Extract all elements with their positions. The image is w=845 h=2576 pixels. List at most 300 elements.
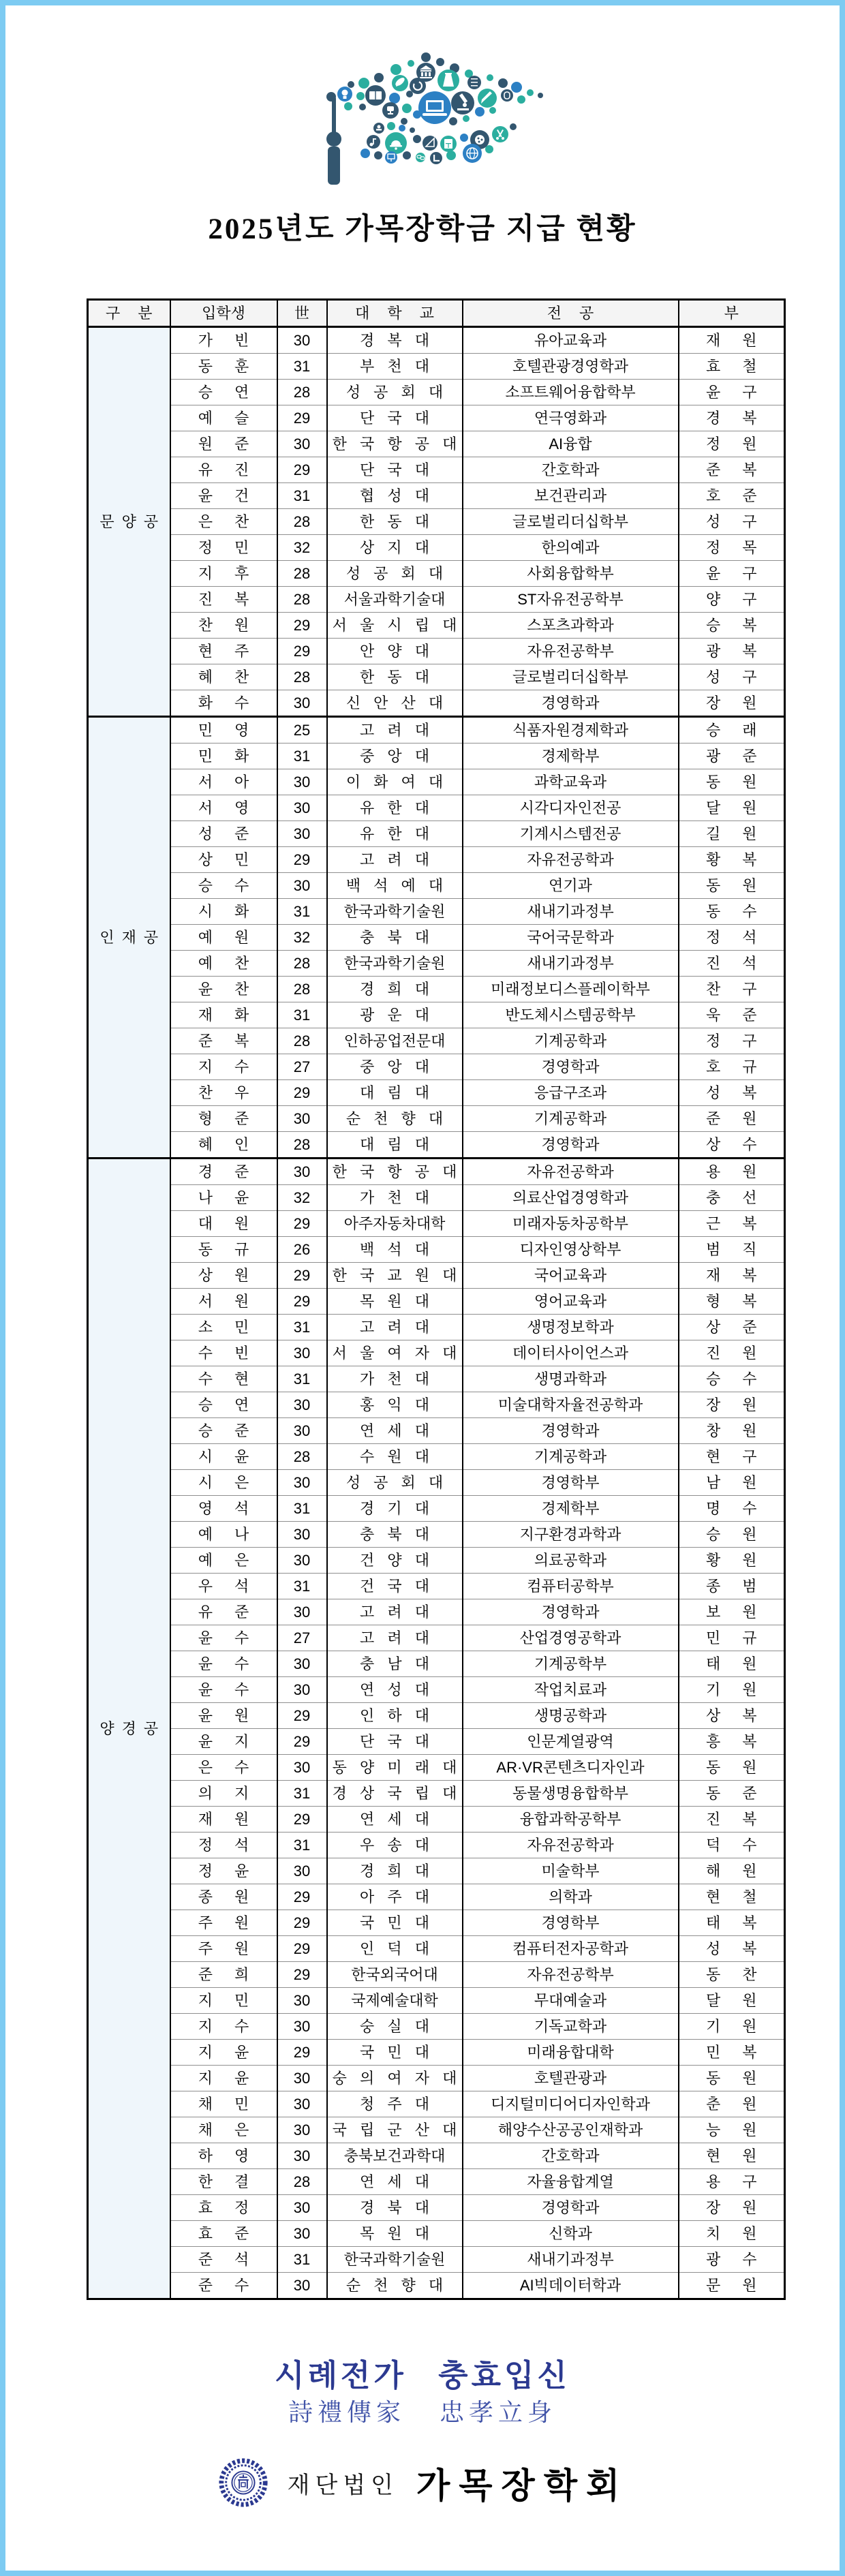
table-row xyxy=(88,1080,785,1106)
major: 보건관리과 xyxy=(463,483,679,509)
student-name: 시 은 xyxy=(170,1470,277,1496)
table-row xyxy=(88,951,785,977)
student-name: 채 민 xyxy=(170,2091,277,2117)
student-name: 윤 찬 xyxy=(170,977,277,1002)
parent-name: 장 원 xyxy=(679,2195,785,2221)
university: 연 세 대 xyxy=(327,1418,463,1444)
table-row xyxy=(88,1962,785,1988)
table-row xyxy=(88,2014,785,2040)
group-label: 인재공 xyxy=(88,717,170,1159)
major: 스포츠과학과 xyxy=(463,613,679,639)
major: 미술학부 xyxy=(463,1858,679,1884)
parent-name: 정 구 xyxy=(679,1028,785,1054)
table-row xyxy=(88,1002,785,1028)
table-row xyxy=(88,2091,785,2117)
university: 국 립 군 산 대 xyxy=(327,2117,463,2143)
parent-name: 정 원 xyxy=(679,431,785,457)
parent-name: 양 구 xyxy=(679,587,785,613)
university: 국제예술대학 xyxy=(327,1988,463,2014)
table-row xyxy=(88,2117,785,2143)
foundation-logo xyxy=(5,2456,840,2509)
parent-name: 현 철 xyxy=(679,1884,785,1910)
age: 29 xyxy=(277,1807,327,1833)
university: 고 려 대 xyxy=(327,847,463,873)
age: 31 xyxy=(277,1002,327,1028)
age: 30 xyxy=(277,1106,327,1132)
student-name: 한 결 xyxy=(170,2169,277,2195)
parent-name: 덕 수 xyxy=(679,1833,785,1858)
student-name: 형 준 xyxy=(170,1106,277,1132)
student-name: 하 영 xyxy=(170,2143,277,2169)
age: 26 xyxy=(277,1237,327,1263)
scholarship-table-wrap xyxy=(87,298,784,2300)
parent-name: 현 구 xyxy=(679,1444,785,1470)
parent-name: 민 규 xyxy=(679,1625,785,1651)
table-row xyxy=(88,483,785,509)
table-row xyxy=(88,821,785,847)
university: 한 동 대 xyxy=(327,664,463,690)
age: 30 xyxy=(277,1988,327,2014)
university: 우 송 대 xyxy=(327,1833,463,1858)
book-icon xyxy=(365,85,386,106)
parent-name: 창 원 xyxy=(679,1418,785,1444)
parent-name: 달 원 xyxy=(679,1988,785,2014)
age: 29 xyxy=(277,1289,327,1315)
age: 30 xyxy=(277,2091,327,2117)
table-row xyxy=(88,899,785,925)
age: 30 xyxy=(277,1755,327,1781)
table-row xyxy=(88,1496,785,1522)
column-header: 世 xyxy=(277,300,327,327)
table-row xyxy=(88,587,785,613)
student-name: 준 석 xyxy=(170,2247,277,2273)
age: 25 xyxy=(277,717,327,743)
column-header: 부 xyxy=(679,300,785,327)
major: 의료산업경영학과 xyxy=(463,1185,679,1211)
university: 한 국 항 공 대 xyxy=(327,431,463,457)
age: 30 xyxy=(277,821,327,847)
table-row xyxy=(88,509,785,535)
parent-name: 충 선 xyxy=(679,1185,785,1211)
parent-name: 승 래 xyxy=(679,717,785,743)
student-name: 화 수 xyxy=(170,690,277,717)
student-name: 정 민 xyxy=(170,535,277,561)
university: 인 덕 대 xyxy=(327,1936,463,1962)
age: 31 xyxy=(277,354,327,380)
scholarship-table xyxy=(87,298,786,2300)
university: 연 성 대 xyxy=(327,1677,463,1703)
university: 중 앙 대 xyxy=(327,743,463,769)
student-name: 혜 찬 xyxy=(170,664,277,690)
parent-name: 진 원 xyxy=(679,1340,785,1366)
student-name: 준 복 xyxy=(170,1028,277,1054)
parent-name: 보 원 xyxy=(679,1599,785,1625)
major: 디지털미디어디자인학과 xyxy=(463,2091,679,2117)
paperclip-icon xyxy=(501,89,513,102)
graduation-cap-illustration xyxy=(309,44,554,194)
student-name: 시 윤 xyxy=(170,1444,277,1470)
table-row xyxy=(88,1444,785,1470)
university: 유 한 대 xyxy=(327,795,463,821)
parent-name: 황 복 xyxy=(679,847,785,873)
major: 유아교육과 xyxy=(463,327,679,354)
parent-name: 범 직 xyxy=(679,1237,785,1263)
major: 경제학부 xyxy=(463,743,679,769)
age: 29 xyxy=(277,1263,327,1289)
parent-name: 욱 준 xyxy=(679,1002,785,1028)
pencil-icon xyxy=(478,89,497,108)
table-row xyxy=(88,1185,785,1211)
parent-name: 호 규 xyxy=(679,1054,785,1080)
age: 30 xyxy=(277,1651,327,1677)
table-row xyxy=(88,354,785,380)
parent-name: 해 원 xyxy=(679,1858,785,1884)
parent-name: 동 원 xyxy=(679,873,785,899)
student-name: 은 수 xyxy=(170,1755,277,1781)
parent-name: 현 원 xyxy=(679,2143,785,2169)
student-name: 시 화 xyxy=(170,899,277,925)
student-name: 상 민 xyxy=(170,847,277,873)
table-row xyxy=(88,2221,785,2247)
major: 기계공학과 xyxy=(463,1444,679,1470)
angle-ruler-icon xyxy=(430,152,442,164)
student-name: 지 수 xyxy=(170,2014,277,2040)
parent-name: 윤 구 xyxy=(679,561,785,587)
student-name: 의 지 xyxy=(170,1781,277,1807)
university: 아 주 대 xyxy=(327,1884,463,1910)
parent-name: 광 준 xyxy=(679,743,785,769)
age: 28 xyxy=(277,1132,327,1159)
major: 영어교육과 xyxy=(463,1289,679,1315)
university: 경 희 대 xyxy=(327,1858,463,1884)
major: 경영학과 xyxy=(463,2195,679,2221)
major: 생명과학과 xyxy=(463,1366,679,1392)
age: 30 xyxy=(277,1418,327,1444)
parent-name: 기 원 xyxy=(679,2014,785,2040)
flask-icon xyxy=(437,70,459,91)
table-row xyxy=(88,1936,785,1962)
student-name: 정 윤 xyxy=(170,1858,277,1884)
table-row xyxy=(88,1263,785,1289)
major: 시각디자인전공 xyxy=(463,795,679,821)
table-row xyxy=(88,1522,785,1548)
university: 고 려 대 xyxy=(327,717,463,743)
parent-name: 준 원 xyxy=(679,1106,785,1132)
age: 28 xyxy=(277,1444,327,1470)
university: 부 천 대 xyxy=(327,354,463,380)
major: 기계공학과 xyxy=(463,1028,679,1054)
student-name: 상 원 xyxy=(170,1263,277,1289)
parent-name: 광 수 xyxy=(679,2247,785,2273)
table-head xyxy=(88,300,785,327)
recycle-arrows-icon xyxy=(410,78,426,94)
table-row xyxy=(88,2247,785,2273)
parent-name: 황 원 xyxy=(679,1548,785,1574)
student-name: 정 석 xyxy=(170,1833,277,1858)
table-row xyxy=(88,639,785,664)
major: 자유전공학부 xyxy=(463,639,679,664)
table-row xyxy=(88,1340,785,1366)
student-name: 예 은 xyxy=(170,1548,277,1574)
student-name: 예 원 xyxy=(170,925,277,951)
table-row xyxy=(88,613,785,639)
student-name: 지 민 xyxy=(170,1988,277,2014)
university: 한 동 대 xyxy=(327,509,463,535)
table-row xyxy=(88,2066,785,2091)
age: 31 xyxy=(277,1574,327,1599)
university: 이 화 여 대 xyxy=(327,769,463,795)
age: 32 xyxy=(277,1185,327,1211)
column-header: 전 공 xyxy=(463,300,679,327)
age: 29 xyxy=(277,1910,327,1936)
major: 한의예과 xyxy=(463,535,679,561)
university: 고 려 대 xyxy=(327,1315,463,1340)
age: 30 xyxy=(277,873,327,899)
major: 자유전공학과 xyxy=(463,1159,679,1185)
table-row xyxy=(88,2143,785,2169)
table-row xyxy=(88,690,785,717)
table-row xyxy=(88,2040,785,2066)
parent-name: 승 복 xyxy=(679,613,785,639)
age: 30 xyxy=(277,431,327,457)
major: 기계공학부 xyxy=(463,1651,679,1677)
major: 의료공학과 xyxy=(463,1548,679,1574)
university: 건 양 대 xyxy=(327,1548,463,1574)
table-row xyxy=(88,1651,785,1677)
university: 한국과학기술원 xyxy=(327,951,463,977)
university: 한 국 교 원 대 xyxy=(327,1263,463,1289)
age: 30 xyxy=(277,1548,327,1574)
column-header: 대 학 교 xyxy=(327,300,463,327)
major: 식품자원경제학과 xyxy=(463,717,679,743)
age: 31 xyxy=(277,1833,327,1858)
age: 29 xyxy=(277,457,327,483)
table-row xyxy=(88,1289,785,1315)
major: 반도체시스템공학부 xyxy=(463,1002,679,1028)
major: 연극영화과 xyxy=(463,405,679,431)
university: 순 천 향 대 xyxy=(327,1106,463,1132)
university: 국 민 대 xyxy=(327,1910,463,1936)
major: 미래자동차공학부 xyxy=(463,1211,679,1237)
student-name: 원 준 xyxy=(170,431,277,457)
age: 30 xyxy=(277,2117,327,2143)
parent-name: 상 수 xyxy=(679,1132,785,1159)
university: 가 천 대 xyxy=(327,1366,463,1392)
student-name: 현 주 xyxy=(170,639,277,664)
table-row xyxy=(88,1392,785,1418)
parent-name: 호 준 xyxy=(679,483,785,509)
student-name: 예 슬 xyxy=(170,405,277,431)
major: 의학과 xyxy=(463,1884,679,1910)
parent-name: 장 원 xyxy=(679,1392,785,1418)
parent-name: 상 준 xyxy=(679,1315,785,1340)
major: 간호학과 xyxy=(463,457,679,483)
age: 30 xyxy=(277,1677,327,1703)
table-row xyxy=(88,925,785,951)
table-row xyxy=(88,1599,785,1625)
university: 연 세 대 xyxy=(327,2169,463,2195)
table-row xyxy=(88,1833,785,1858)
parent-name: 재 원 xyxy=(679,327,785,354)
table-row xyxy=(88,1574,785,1599)
parent-name: 동 수 xyxy=(679,899,785,925)
major: 미래정보디스플레이학부 xyxy=(463,977,679,1002)
age: 29 xyxy=(277,639,327,664)
major: 데이터사이언스과 xyxy=(463,1340,679,1366)
major: 해양수산공공인재학과 xyxy=(463,2117,679,2143)
age: 29 xyxy=(277,405,327,431)
university: 가 천 대 xyxy=(327,1185,463,1211)
major: 인문계열광역 xyxy=(463,1729,679,1755)
major: 글로벌리더십학부 xyxy=(463,664,679,690)
university: 경 상 국 립 대 xyxy=(327,1781,463,1807)
university: 고 려 대 xyxy=(327,1625,463,1651)
table-row xyxy=(88,873,785,899)
table-row xyxy=(88,1858,785,1884)
major: 기독교학과 xyxy=(463,2014,679,2040)
student-name: 지 윤 xyxy=(170,2040,277,2066)
student-name: 효 준 xyxy=(170,2221,277,2247)
university: 서 울 시 립 대 xyxy=(327,613,463,639)
student-name: 윤 원 xyxy=(170,1703,277,1729)
student-name: 서 원 xyxy=(170,1289,277,1315)
student-name: 준 수 xyxy=(170,2273,277,2299)
university: 백 석 예 대 xyxy=(327,873,463,899)
major: 생명정보학과 xyxy=(463,1315,679,1340)
age: 31 xyxy=(277,743,327,769)
major: 무대예술과 xyxy=(463,1988,679,2014)
parent-name: 준 복 xyxy=(679,457,785,483)
university: 경 희 대 xyxy=(327,977,463,1002)
student-name: 윤 수 xyxy=(170,1651,277,1677)
quill-icon xyxy=(392,75,408,91)
parent-name: 능 원 xyxy=(679,2117,785,2143)
major: 작업치료과 xyxy=(463,1677,679,1703)
age: 30 xyxy=(277,1599,327,1625)
student-name: 유 준 xyxy=(170,1599,277,1625)
age: 30 xyxy=(277,1522,327,1548)
student-name: 윤 건 xyxy=(170,483,277,509)
parent-name: 동 찬 xyxy=(679,1962,785,1988)
org-name-label: 가목장학회 xyxy=(416,2466,629,2505)
group-label: 문양공 xyxy=(88,327,170,717)
university: 인하공업전문대 xyxy=(327,1028,463,1054)
student-name: 찬 원 xyxy=(170,613,277,639)
university: 경 북 대 xyxy=(327,2195,463,2221)
parent-name: 정 목 xyxy=(679,535,785,561)
university: 충 북 대 xyxy=(327,925,463,951)
parent-name: 용 구 xyxy=(679,2169,785,2195)
parent-name: 성 복 xyxy=(679,1936,785,1962)
age: 31 xyxy=(277,1496,327,1522)
major: 경영학과 xyxy=(463,690,679,717)
laptop-icon xyxy=(418,91,451,124)
table-row xyxy=(88,2273,785,2299)
university: 인 하 대 xyxy=(327,1703,463,1729)
major: 신학과 xyxy=(463,2221,679,2247)
university: 중 앙 대 xyxy=(327,1054,463,1080)
age: 30 xyxy=(277,2143,327,2169)
trophy-icon xyxy=(382,102,399,119)
university: 광 운 대 xyxy=(327,1002,463,1028)
table-row xyxy=(88,1315,785,1340)
student-name: 유 진 xyxy=(170,457,277,483)
university: 서울과학기술대 xyxy=(327,587,463,613)
parent-name: 진 석 xyxy=(679,951,785,977)
university: 충북보건과학대 xyxy=(327,2143,463,2169)
parent-name: 경 복 xyxy=(679,405,785,431)
parent-name: 용 원 xyxy=(679,1159,785,1185)
student-name: 승 연 xyxy=(170,1392,277,1418)
major: 지구환경과학과 xyxy=(463,1522,679,1548)
parent-name: 윤 구 xyxy=(679,380,785,405)
university: 상 지 대 xyxy=(327,535,463,561)
university: 단 국 대 xyxy=(327,457,463,483)
table-row xyxy=(88,1755,785,1781)
parent-name: 광 복 xyxy=(679,639,785,664)
table-row xyxy=(88,1106,785,1132)
university: 백 석 대 xyxy=(327,1237,463,1263)
major: 글로벌리더십학부 xyxy=(463,509,679,535)
table-row xyxy=(88,1703,785,1729)
parent-name: 기 원 xyxy=(679,1677,785,1703)
university: 충 북 대 xyxy=(327,1522,463,1548)
age: 30 xyxy=(277,1470,327,1496)
major: 자유전공학부 xyxy=(463,1962,679,1988)
link-icon xyxy=(416,153,425,162)
table-row xyxy=(88,664,785,690)
parent-name: 근 복 xyxy=(679,1211,785,1237)
age: 30 xyxy=(277,1858,327,1884)
stamp-icon xyxy=(373,123,384,134)
age: 30 xyxy=(277,2273,327,2299)
table-row xyxy=(88,327,785,354)
group-label: 양경공 xyxy=(88,1159,170,2299)
table-row xyxy=(88,1910,785,1936)
student-name: 승 준 xyxy=(170,1418,277,1444)
parent-name: 태 원 xyxy=(679,1651,785,1677)
age: 29 xyxy=(277,613,327,639)
student-name: 수 현 xyxy=(170,1366,277,1392)
university: 성 공 회 대 xyxy=(327,561,463,587)
university: 홍 익 대 xyxy=(327,1392,463,1418)
table-row xyxy=(88,847,785,873)
student-name: 주 원 xyxy=(170,1910,277,1936)
student-name: 지 윤 xyxy=(170,2066,277,2091)
university: 협 성 대 xyxy=(327,483,463,509)
university: 서 울 여 자 대 xyxy=(327,1340,463,1366)
parent-name: 진 복 xyxy=(679,1807,785,1833)
table-row xyxy=(88,795,785,821)
parent-name: 남 원 xyxy=(679,1470,785,1496)
table-row xyxy=(88,405,785,431)
student-name: 대 원 xyxy=(170,1211,277,1237)
parent-name: 승 수 xyxy=(679,1366,785,1392)
student-name: 동 훈 xyxy=(170,354,277,380)
student-name: 윤 수 xyxy=(170,1625,277,1651)
student-name: 종 원 xyxy=(170,1884,277,1910)
age: 28 xyxy=(277,587,327,613)
major: 경영학과 xyxy=(463,1132,679,1159)
parent-name: 종 범 xyxy=(679,1574,785,1599)
age: 28 xyxy=(277,2169,327,2195)
table-row xyxy=(88,561,785,587)
parent-name: 명 수 xyxy=(679,1496,785,1522)
major: 사회융합학부 xyxy=(463,561,679,587)
student-name: 준 희 xyxy=(170,1962,277,1988)
table-row xyxy=(88,1132,785,1159)
university: 한국과학기술원 xyxy=(327,899,463,925)
